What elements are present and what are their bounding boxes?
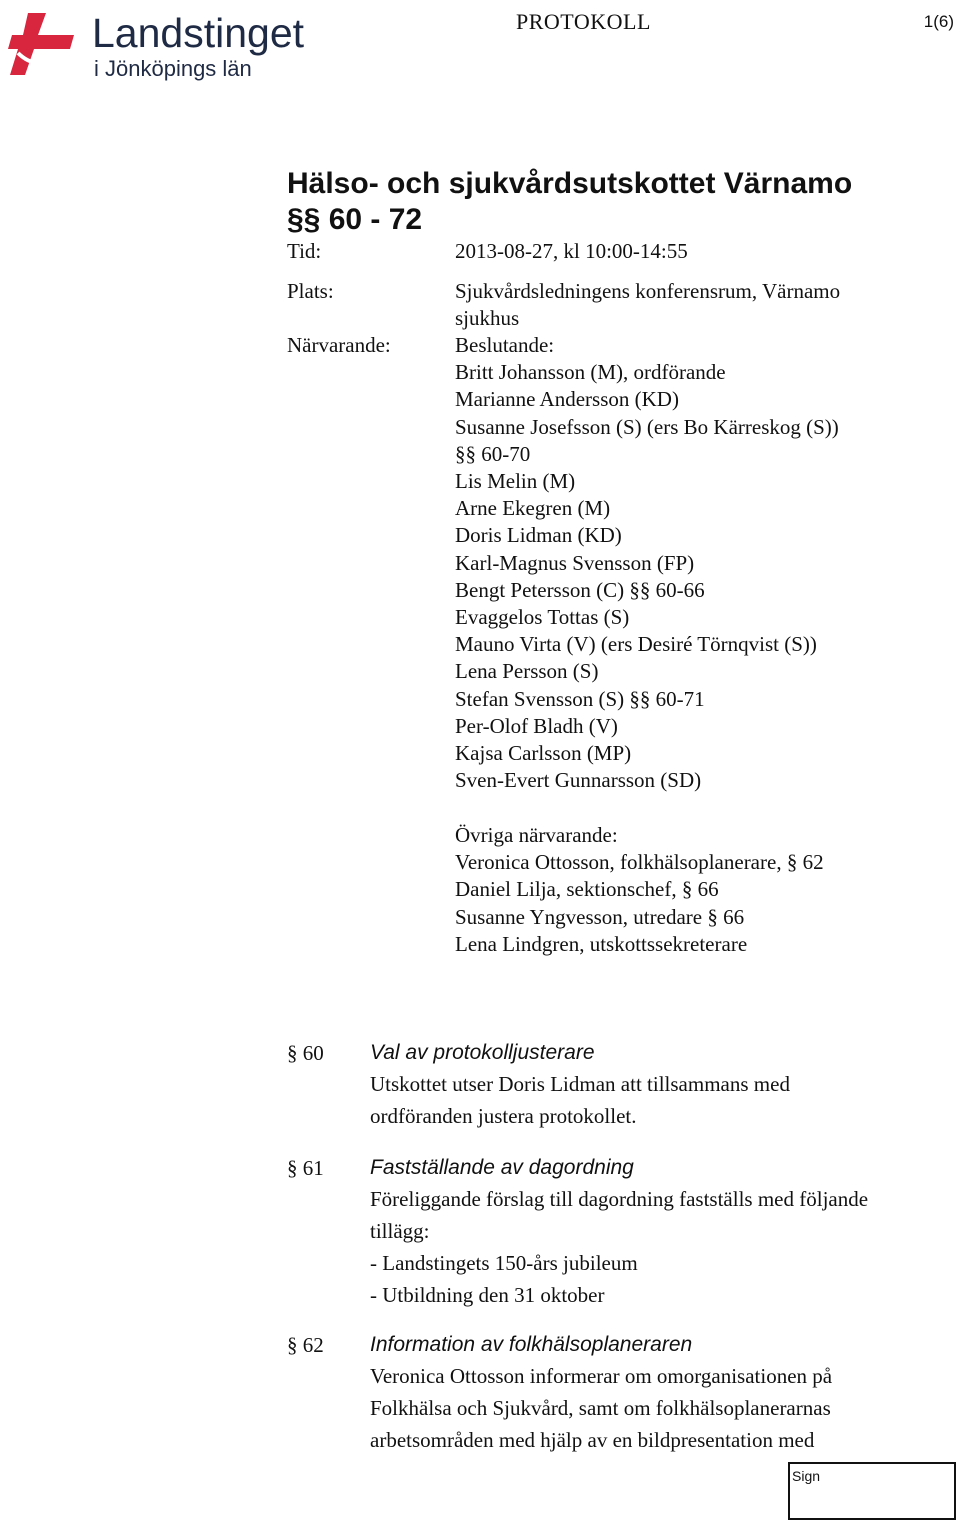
paragraph-body [370,1038,950,1132]
place-value [455,278,935,332]
others-list-item: Lena Lindgren, utskottssekreterare [455,931,748,956]
present-list-item: Stefan Svensson (S) §§ 60-71 [455,686,705,711]
present-list-item: Britt Johansson (M), ordförande [455,360,726,385]
logo-title: Landstinget [92,10,305,56]
present-list [455,332,935,794]
paragraph-line: Veronica Ottosson informerar om omorganisationen på [370,1364,833,1388]
present-list-item: Beslutande: [455,333,555,357]
paragraph-line: arbetsområden med hjälp av en bildpresentation med [370,1428,815,1452]
logo-subtitle: i Jönköpings län [94,56,252,81]
present-list-item: Kajsa Carlsson (MP) [455,741,632,766]
others-list [455,822,935,958]
paragraph-number: § 60 [287,1041,324,1065]
others-list-item: Susanne Yngvesson, utredare § 66 [455,904,745,929]
present-list-item: Susanne Josefsson (S) (ers Bo Kärreskog (S)) [455,414,839,439]
document-type: PROTOKOLL [516,9,651,34]
others-list-item: Övriga närvarande: [455,823,618,847]
time-value [455,238,935,265]
present-list-item: Doris Lidman (KD) [455,523,622,548]
present-list-item: Bengt Petersson (C) §§ 60-66 [455,577,705,602]
organization-logo [6,5,326,83]
place-label: Plats: [287,279,334,303]
paragraph-number: § 61 [287,1156,324,1180]
place-line: Sjukvårdsledningens konferensrum, Värnamo [455,279,841,303]
landstinget-logo-icon [6,5,82,77]
paragraph-number: § 62 [287,1333,324,1357]
present-list-item: §§ 60-70 [455,441,531,466]
time-value-text: 2013-08-27, kl 10:00-14:55 [455,239,688,263]
paragraph-line: ordföranden justera protokollet. [370,1104,637,1128]
present-list-item: Evaggelos Tottas (S) [455,605,630,630]
paragraph-line: tillägg: [370,1219,430,1243]
paragraph-line: - Utbildning den 31 oktober [370,1283,605,1307]
paragraph-text [370,1068,950,1132]
paragraph-line: Utskottet utser Doris Lidman att tillsammans med [370,1072,790,1096]
others-list-item: Daniel Lilja, sektionschef, § 66 [455,877,719,902]
present-list-item: Mauno Virta (V) (ers Desiré Törnqvist (S)) [455,632,817,657]
title-line-1: Hälso- och sjukvårdsutskottet Värnamo [287,167,853,200]
place-line: sjukhus [455,306,520,331]
signature-label: Sign [792,1468,821,1484]
paragraph-title: Val av protokolljusterare [370,1041,595,1064]
title-line-2: §§ 60 - 72 [287,203,423,236]
page-number: 1(6) [923,12,954,31]
paragraph-title: Fastställande av dagordning [370,1156,634,1179]
paragraph-line: Folkhälsa och Sjukvård, samt om folkhälsoplanerarnas [370,1396,831,1420]
present-list-item: Per-Olof Bladh (V) [455,713,618,738]
time-label: Tid: [287,239,322,263]
present-list-item: Karl-Magnus Svensson (FP) [455,550,695,575]
present-list-item: Marianne Andersson (KD) [455,387,679,412]
paragraph-text [370,1360,950,1456]
present-label: Närvarande: [287,333,391,357]
paragraph-title: Information av folkhälsoplaneraren [370,1333,693,1356]
present-list-item: Lis Melin (M) [455,469,576,494]
signature-box [788,1462,956,1520]
page-title [287,166,852,238]
paragraph-line: Föreliggande förslag till dagordning fastställs med följande [370,1187,869,1211]
present-list-item: Sven-Evert Gunnarsson (SD) [455,768,702,793]
others-list-item: Veronica Ottosson, folkhälsoplanerare, § 62 [455,850,824,875]
present-list-item: Arne Ekegren (M) [455,496,611,521]
paragraph-body [370,1153,950,1311]
paragraph-text [370,1183,950,1311]
paragraph-line: - Landstingets 150-års jubileum [370,1251,638,1275]
paragraph-body [370,1330,950,1456]
present-list-item: Lena Persson (S) [455,659,599,684]
